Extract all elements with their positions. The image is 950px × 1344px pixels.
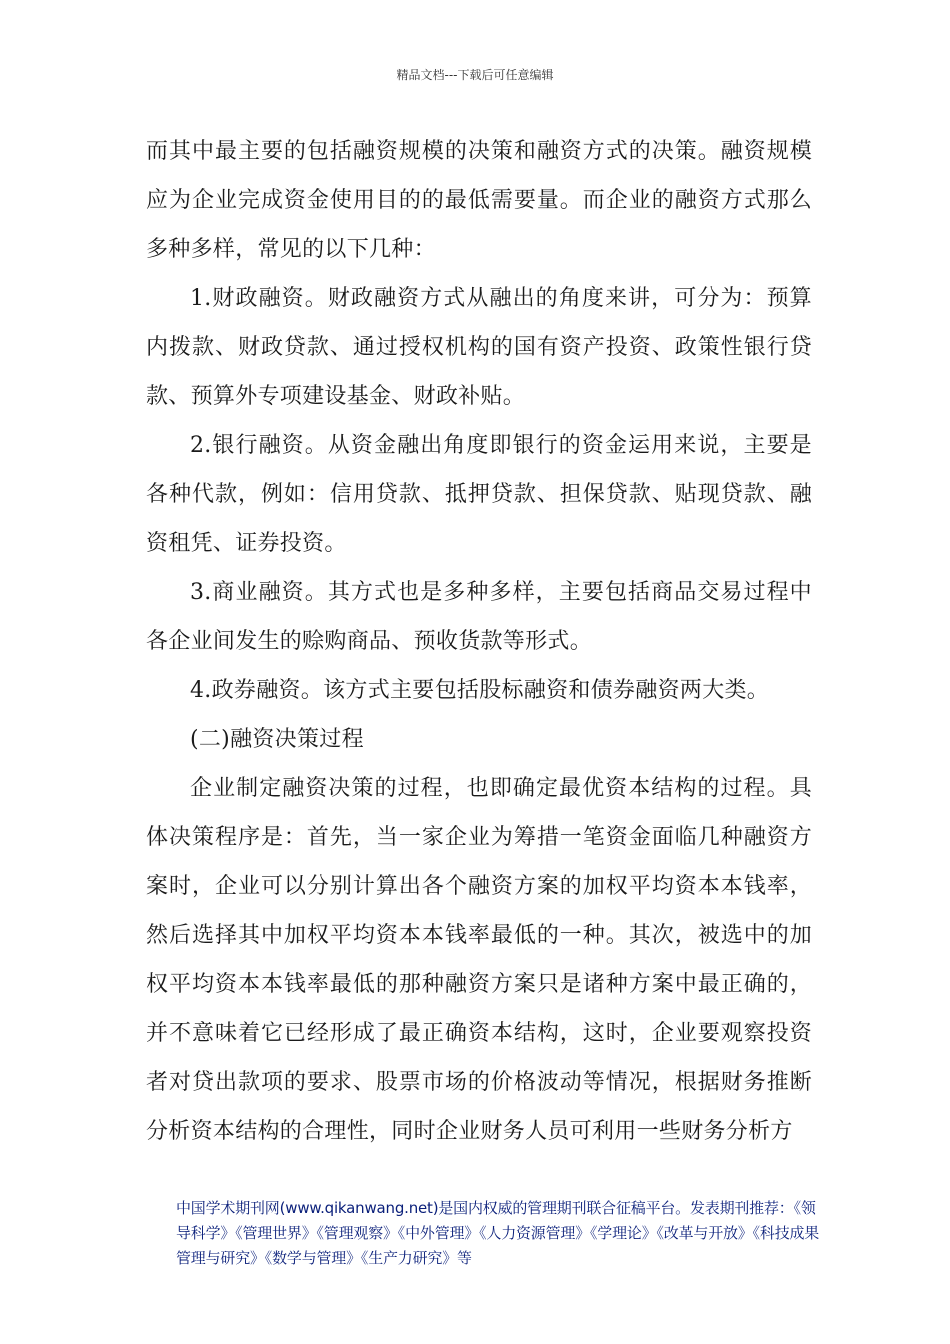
document-body <box>146 127 812 1156</box>
paragraph-fiscal-financing: 1.财政融资。财政融资方式从融出的角度来讲，可分为：预算内拨款、财政贷款、通过授权机构的国有资产投资、政策性银行贷款、预算外专项建设基金、财政补贴。 <box>146 286 812 409</box>
paragraph-bank-financing: 2.银行融资。从资金融出角度即银行的资金运用来说，主要是各种代款，例如：信用贷款、抵押贷款、担保贷款、贴现贷款、融资租凭、证券投资。 <box>146 433 812 556</box>
paragraph-securities-financing: 4.政券融资。该方式主要包括股标融资和债券融资两大类。 <box>190 678 770 703</box>
paragraph-commercial-financing: 3.商业融资。其方式也是多种多样，主要包括商品交易过程中各企业间发生的赊购商品、预收货款等形式。 <box>146 580 812 654</box>
paragraph-decision-process: 企业制定融资决策的过程，也即确定最优资本结构的过程。具体决策程序是：首先，当一家企业为筹措一笔资金面临几种融资方案时，企业可以分别计算出各个融资方案的加权平均资本本钱率，然后选择其中加权平均资本本钱率最低的一种。其次，被选中的加权平均资本本钱率最低的那种融资方案只是诸种方案中最正确的，并不意味着它已经形成了最正确资本结构，这时，企业要观察投资者对贷出款项的要求、股票市场的价格波动等情况，根据财务推断分析资本结构的合理性，同时企业财务人员可利用一些财务分析方 <box>146 776 812 1144</box>
page-header-note: 精品文档---下载后可任意编辑 <box>396 68 554 82</box>
footer-advertisement: 中国学术期刊网(www.qikanwang.net)是国内权威的管理期刊联合征稿平台。发表期刊推荐：《领导科学》《管理世界》《管理观察》《中外管理》《人力资源管理》《学理论》《改革与开放》《科技成果管理与研究》《数学与管理》《生产力研究》等 <box>176 1199 820 1267</box>
section-heading-decision-process: (二)融资决策过程 <box>190 727 364 752</box>
paragraph-intro: 而其中最主要的包括融资规模的决策和融资方式的决策。融资规模应为企业完成资金使用目的的最低需要量。而企业的融资方式那么多种多样，常见的以下几种： <box>146 139 812 262</box>
